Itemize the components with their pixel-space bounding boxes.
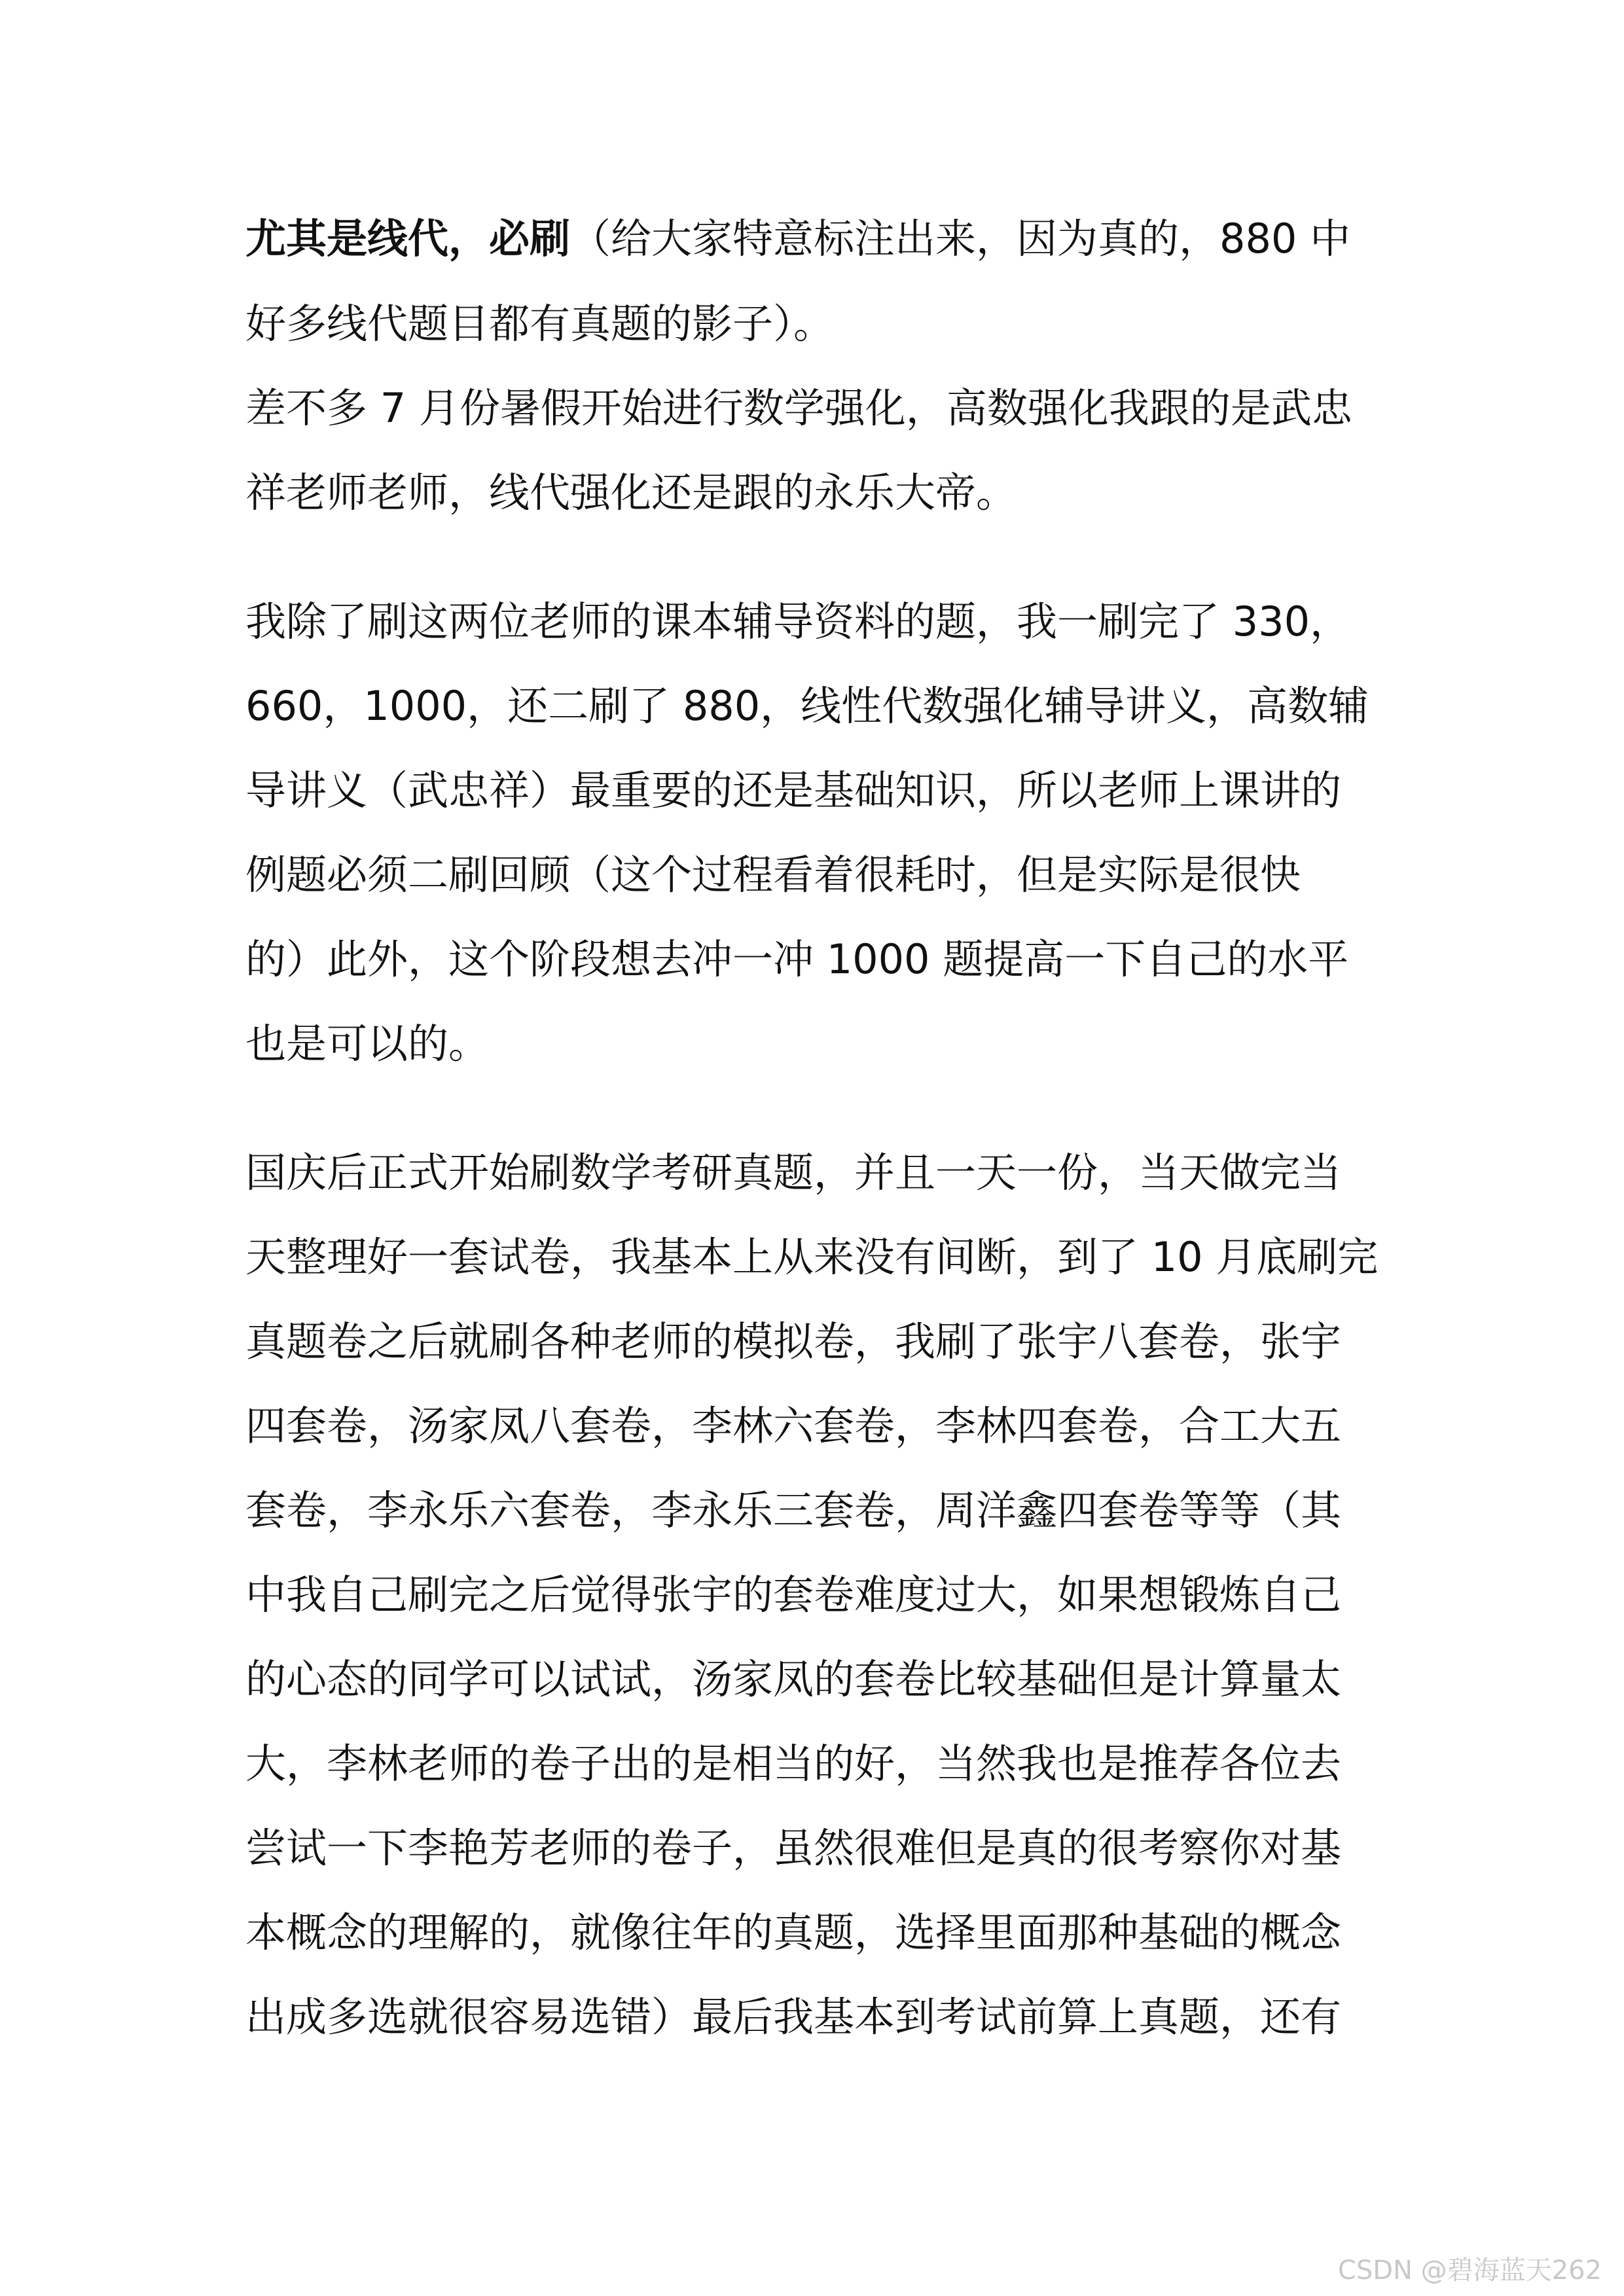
paragraph-2-line-3: 导讲义（武忠祥）最重要的还是基础知识，所以老师上课讲的 [245, 766, 1342, 814]
csdn-watermark: CSDN @碧海蓝天262 [1337, 2255, 1602, 2286]
paragraph-3-line-7: 的心态的同学可以试试，汤家凤的套卷比较基础但是计算量太 [245, 1655, 1342, 1703]
emphasis-text: 尤其是线代，必刷 [245, 215, 571, 262]
paragraph-3-line-11: 出成多选就很容易选错）最后我基本到考试前算上真题，还有 [245, 1993, 1342, 2041]
paragraph-2-line-4: 例题必须二刷回顾（这个过程看着很耗时，但是实际是很快 [245, 851, 1301, 899]
paragraph-1-line-1 [245, 213, 1350, 265]
paragraph-3-line-6: 中我自己刷完之后觉得张宇的套卷难度过大，如果想锻炼自己 [245, 1571, 1342, 1619]
paragraph-1-line-3: 差不多 7 月份暑假开始进行数学强化，高数强化我跟的是武忠 [245, 384, 1352, 432]
paragraph-3-line-8: 大，李林老师的卷子出的是相当的好，当然我也是推荐各位去 [245, 1740, 1342, 1787]
paragraph-3-line-3: 真题卷之后就刷各种老师的模拟卷，我刷了张宇八套卷，张宇 [245, 1318, 1342, 1365]
paragraph-1-line-4: 祥老师老师，线代强化还是跟的永乐大帝。 [245, 469, 1017, 516]
paragraph-2-line-2: 660，1000，还二刷了 880，线性代数强化辅导讲义，高数辅 [245, 682, 1369, 730]
paragraph-3-line-9: 尝试一下李艳芳老师的卷子，虽然很难但是真的很考察你对基 [245, 1824, 1342, 1872]
paragraph-1-line-2: 好多线代题目都有真题的影子）。 [245, 300, 835, 348]
paragraph-3-line-5: 套卷，李永乐六套卷，李永乐三套卷，周洋鑫四套卷等等（其 [245, 1486, 1342, 1534]
body-text: （给大家特意标注出来，因为真的，880 中 [570, 215, 1351, 262]
paragraph-3-line-10: 本概念的理解的，就像往年的真题，选择里面那种基础的概念 [245, 1909, 1342, 1956]
paragraph-3-line-2: 天整理好一套试卷，我基本上从来没有间断，到了 10 月底刷完 [245, 1233, 1379, 1281]
paragraph-2-line-5: 的）此外，这个阶段想去冲一冲 1000 题提高一下自己的水平 [245, 935, 1349, 983]
paragraph-3-line-4: 四套卷，汤家凤八套卷，李林六套卷，李林四套卷，合工大五 [245, 1402, 1342, 1450]
paragraph-3-line-1: 国庆后正式开始刷数学考研真题，并且一天一份，当天做完当 [245, 1149, 1342, 1196]
paragraph-2-line-1: 我除了刷这两位老师的课本辅导资料的题，我一刷完了 330， [245, 598, 1351, 645]
paragraph-2-line-6: 也是可以的。 [245, 1020, 490, 1067]
